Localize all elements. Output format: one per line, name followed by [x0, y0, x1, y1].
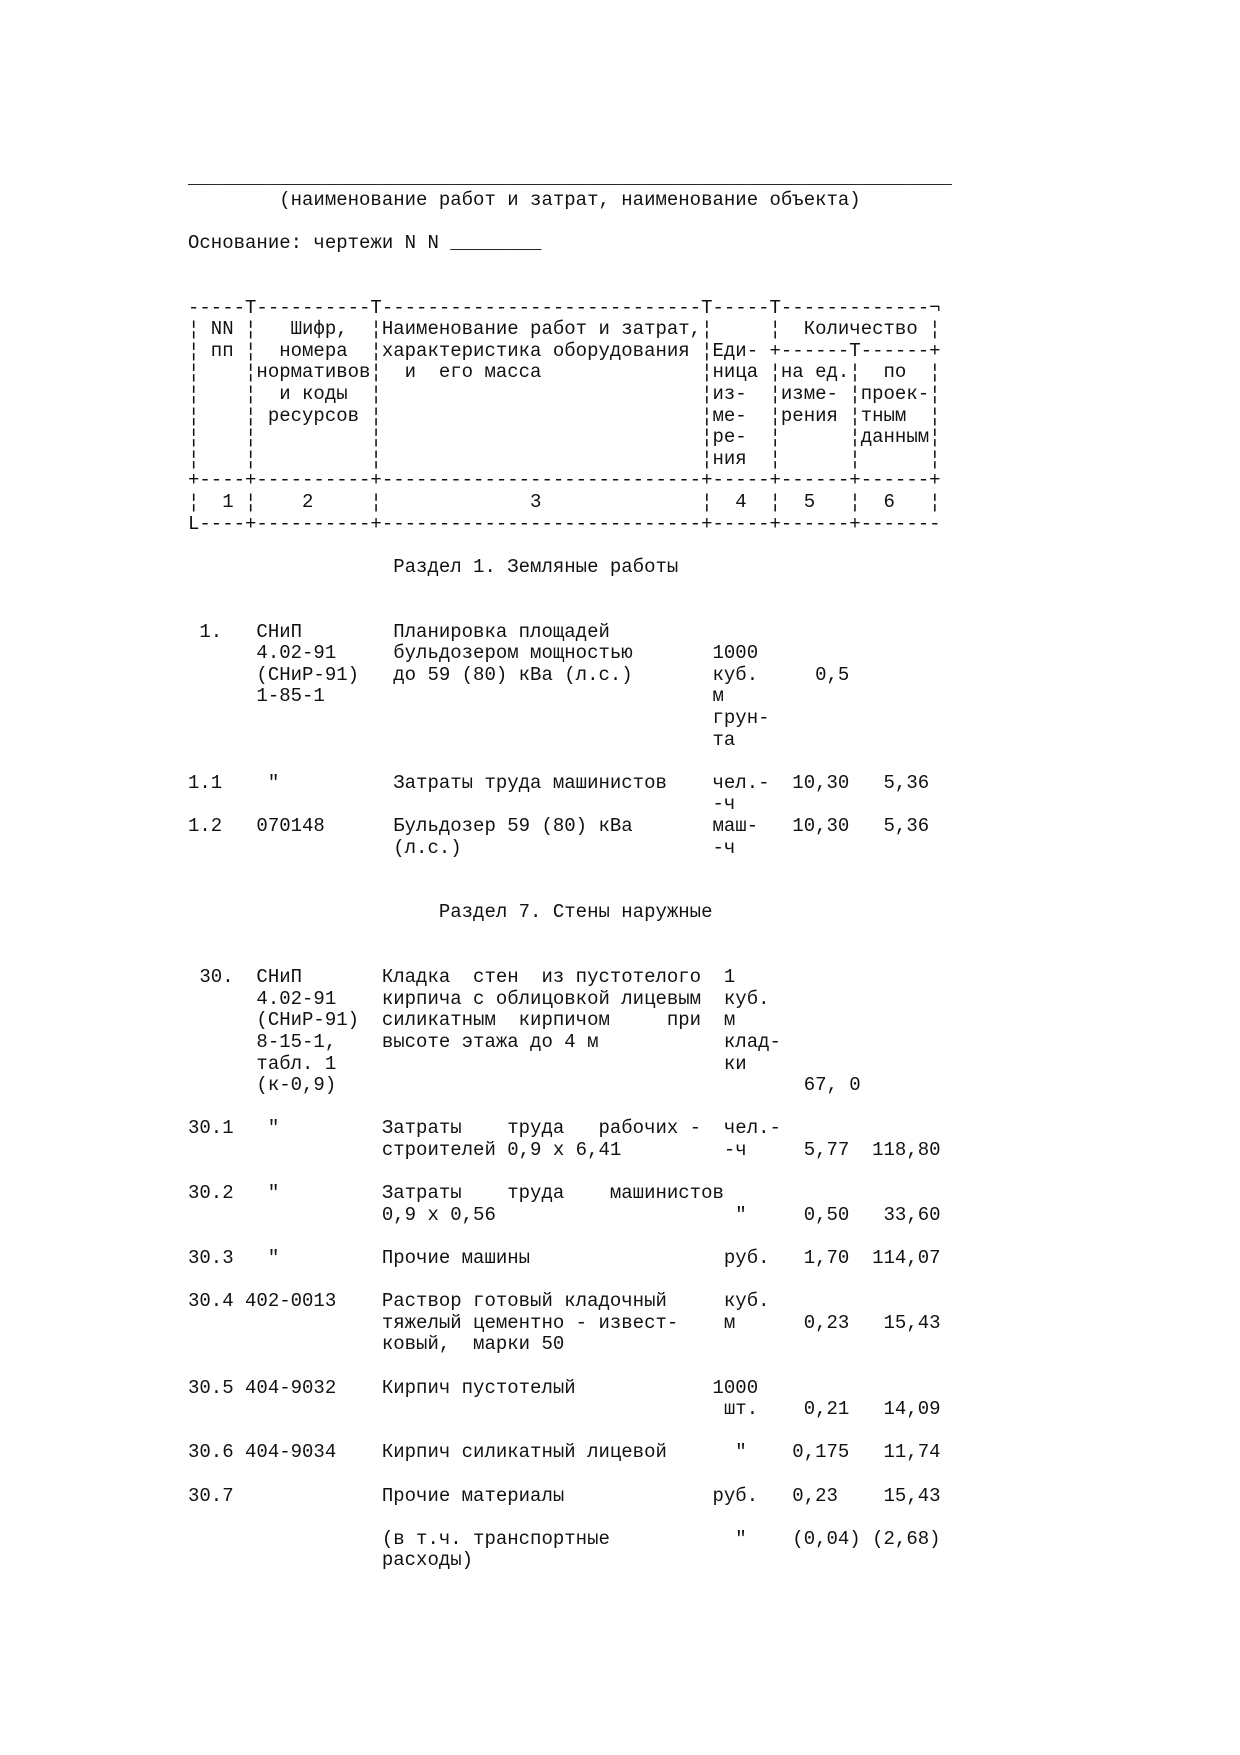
text-line: Основание: чертежи N N ________ — [188, 231, 542, 254]
text-line: 8-15-1, высоте этажа до 4 м клад- — [188, 1031, 781, 1053]
text-line: 30.6 404-9034 Кирпич силикатный лицевой " 0,175 11,74 — [188, 1441, 941, 1464]
text-line: 30.3 " Прочие машины руб. 1,70 114,07 — [188, 1247, 941, 1269]
text-line: 4.02-91 кирпича с облицовкой лицевым куб. — [188, 987, 770, 1010]
text-line: (СНиР-91) до 59 (80) кВа (л.с.) куб. 0,5 — [188, 663, 850, 686]
text-line: ¦ ¦ ¦ ¦ния ¦ ¦ ¦ — [188, 447, 941, 470]
text-line: 1.1 " Затраты труда машинистов чел.- 10,30 5,36 — [188, 771, 930, 794]
text-line: 1. СНиП Планировка площадей — [188, 620, 610, 643]
text-line: грун- — [188, 707, 770, 729]
text-line: ¦ ¦ ресурсов ¦ ¦ме- ¦рения ¦тным ¦ — [188, 404, 941, 427]
text-line: 1-85-1 м — [188, 685, 724, 708]
text-line: ¦ NN ¦ Шифр, ¦Наименование работ и затрат,¦ ¦ Количество ¦ — [188, 318, 941, 341]
text-line: табл. 1 ки — [188, 1052, 747, 1075]
text-line: строителей 0,9 х 6,41 -ч 5,77 118,80 — [188, 1139, 941, 1161]
text-line: расходы) — [188, 1549, 474, 1572]
text-line: ¦ пп ¦ номера ¦характеристика оборудования ¦Еди- +------T------+ — [188, 339, 941, 362]
text-line: ¦ ¦нормативов¦ и его масса ¦ница ¦на ед.¦ по ¦ — [188, 361, 941, 384]
text-line: (в т.ч. транспортные " (0,04) (2,68) — [188, 1527, 941, 1550]
text-line: 1.2 070148 Бульдозер 59 (80) кВа маш- 10,30 5,36 — [188, 815, 930, 837]
text-line: 30.7 Прочие материалы руб. 0,23 15,43 — [188, 1484, 941, 1507]
text-line: 4.02-91 бульдозером мощностью 1000 — [188, 642, 759, 665]
text-line: +----+----------+----------------------------+-----+------+------+ — [188, 469, 941, 492]
text-line: тяжелый цементно - извест- м 0,23 15,43 — [188, 1311, 941, 1334]
text-line: 30. СНиП Кладка стен из пустотелого 1 — [188, 966, 736, 989]
text-line: L----+----------+----------------------------+-----+------+------- — [188, 512, 941, 535]
text-line: (наименование работ и затрат, наименование объекта) — [188, 188, 861, 211]
text-line: -ч — [188, 793, 736, 816]
text-line: -----T----------T----------------------------T-----T-------------¬ — [188, 296, 941, 319]
text-line: (л.с.) -ч — [188, 836, 736, 859]
text-line: ¦ ¦ и коды ¦ ¦из- ¦изме- ¦проек-¦ — [188, 383, 941, 405]
text-line: Раздел 7. Стены наружные — [188, 901, 713, 924]
text-line: 30.1 " Затраты труда рабочих - чел.- — [188, 1117, 781, 1140]
text-line: 30.5 404-9032 Кирпич пустотелый 1000 — [188, 1376, 759, 1399]
text-line: ковый, марки 50 — [188, 1333, 565, 1356]
text-line: ___________________________________________________________________ — [188, 167, 952, 189]
text-line: Раздел 1. Земляные работы — [188, 555, 679, 578]
text-line: ¦ ¦ ¦ ¦ре- ¦ ¦данным¦ — [188, 426, 941, 449]
text-line: шт. 0,21 14,09 — [188, 1398, 941, 1421]
text-line: та — [188, 728, 736, 751]
text-line: 30.4 402-0013 Раствор готовый кладочный куб. — [188, 1290, 770, 1313]
text-line: 30.2 " Затраты труда машинистов — [188, 1182, 724, 1205]
text-line: 0,9 х 0,56 " 0,50 33,60 — [188, 1203, 941, 1226]
text-line: ¦ 1 ¦ 2 ¦ 3 ¦ 4 ¦ 5 ¦ 6 ¦ — [188, 491, 941, 513]
text-line: (к-0,9) 67, 0 — [188, 1074, 861, 1097]
text-line: (СНиР-91) силикатным кирпичом при м — [188, 1009, 736, 1032]
